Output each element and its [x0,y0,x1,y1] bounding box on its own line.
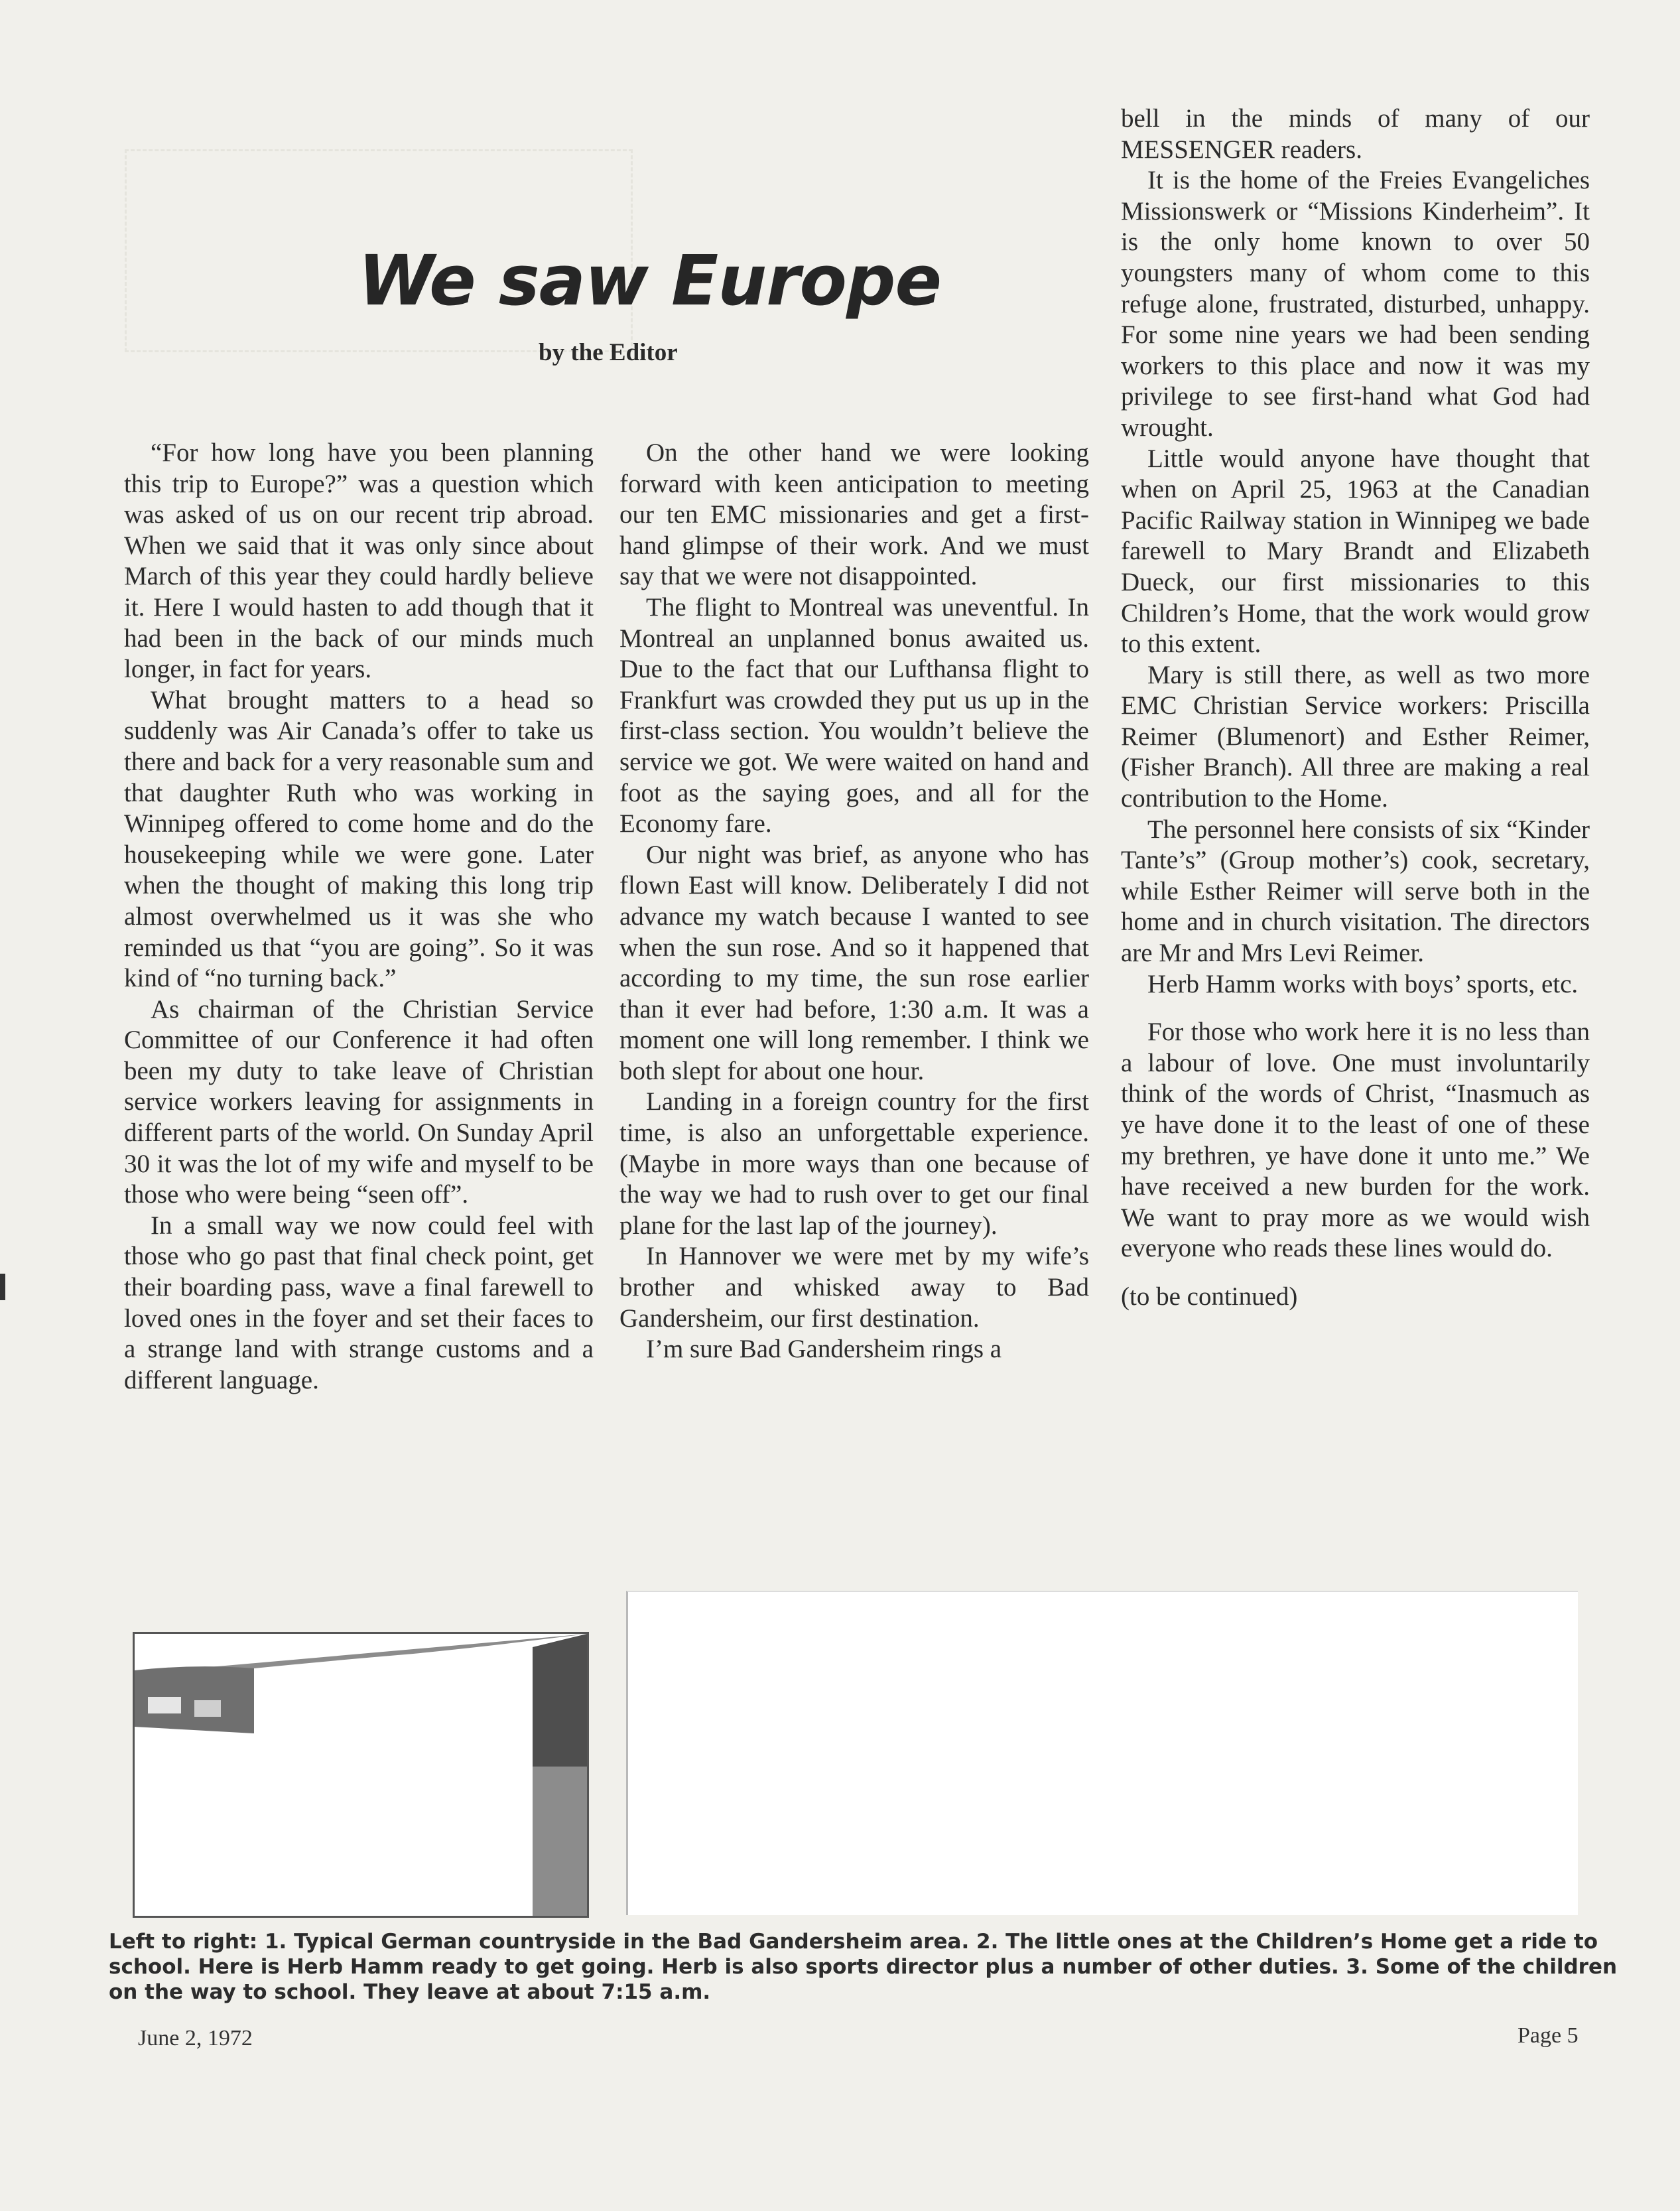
paragraph: In Hannover we were met by my wife’s brother and whisked away to Bad Gandersheim, our first destination. [619,1242,1089,1333]
photo-caption: Left to right: 1. Typical German countryside in the Bad Gandersheim area. 2. The little ones at the Children’s Home get a ride to school. Here is Herb Hamm ready to get going. Herb is also sports director plus a number of other duties. 3. Some of the children on the way to school. They leave at about 7:15 a.m. [109,1930,1618,2004]
to-be-continued: (to be continued) [1121,1282,1298,1311]
paragraph: Landing in a foreign country for the first time, is also an unforgettable experience. (Maybe in more ways than one because of the way we had to rush over to get our final plane for the last lap of the journey). [619,1087,1089,1240]
paragraph: What brought matters to a head so suddenly was Air Canada’s offer to take us there and back for a very reasonable sum and that daughter Ruth who was working in Winnipeg offered to come home and do the housekeeping while we were gone. Later when the thought of making this long trip almost overwhelmed us it was she who reminded us that “you are going”. So it was kind of “no turning back.” [124,685,594,993]
paragraph: The flight to Montreal was uneventful. In Montreal an unplanned bonus awaited us. Due to the fact that our Lufthansa flight to Frankfurt was crowded they put us up in the first-class section. You wouldn’t believe the service we got. We were waited on hand and foot as the saying goes, and all for the Economy fare. [619,592,1089,838]
paragraph: For those who work here it is no less than a labour of love. One must involuntarily think of the words of Christ, “Inasmuch as ye have done it to the least of one of these my brethren, ye have done it unto me.” We have received a new burden for the work. We want to pray more as we would wish everyone who reads these lines would do. [1121,1018,1590,1263]
photo-redaction [254,1668,533,1918]
paragraph: bell in the minds of many of our MESSENGER readers. [1121,104,1590,164]
article-column-2 [619,438,1089,1365]
issue-date: June 2, 1972 [138,2026,253,2050]
paragraph: In a small way we now could feel with those who go past that final check point, get their boarding pass, wave a final farewell to loved ones in the foyer and set their faces to a strange land with strange customs and a different language. [124,1211,594,1394]
paragraph: As chairman of the Christian Service Committee of our Conference it had often been my duty to take leave of Christian service workers leaving for assignments in different parts of the world. On Sunday April 30 it was the lot of my wife and myself to be those who were being “seen off”. [124,994,594,1209]
article-column-3 [1121,103,1590,1313]
paragraph: Our night was brief, as anyone who has flown East will know. Deliberately I did not advance my watch because I wanted to see when the sun rose. And so it happened that according to my time, the sun rose earlier than it ever had before, 1:30 a.m. It was a moment one will long remember. I think we both slept for about one hour. [619,840,1089,1085]
scan-edge-mark [0,1274,5,1300]
article-byline: by the Editor [539,339,678,366]
article-column-1 [124,438,594,1396]
children-photo-placeholder [626,1591,1578,1915]
paragraph: Mary is still there, as well as two more EMC Christian Service workers: Priscilla Reimer (Blumenort) and Esther Reimer, (Fisher Branch). All three are making a real contribution to the Home. [1121,660,1590,813]
paragraph: Herb Hamm works with boys’ sports, etc. [1147,969,1579,998]
page-number: Page 5 [1518,2023,1579,2048]
article-title: We saw Europe [358,240,941,321]
countryside-photo [133,1632,589,1918]
paragraph: Little would anyone have thought that when on April 25, 1963 at the Canadian Pacific Railway station in Winnipeg we bade farewell to Mary Brandt and Elizabeth Dueck, our first missionaries to this Children’s Home, that the work would grow to this extent. [1121,444,1590,659]
paragraph: I’m sure Bad Gandersheim rings a [646,1335,1002,1364]
paragraph: The personnel here consists of six “Kinder Tante’s” (Group mother’s) cook, secretary, while Esther Reimer will serve both in the home and in church visitation. The directors are Mr and Mrs Levi Reimer. [1121,815,1590,968]
paragraph: “For how long have you been planning this trip to Europe?” was a question which was asked of us on our recent trip abroad. When we said that it was only since about March of this year they could hardly believe it. Here I would hasten to add though that it had been in the back of our minds much longer, in fact for years. [124,438,594,684]
paragraph: It is the home of the Freies Evangeliches Missionswerk or “Missions Kinderheim”. It is the only home known to over 50 youngsters many of whom come to this refuge alone, frustrated, disturbed, unhappy. For some nine years we had been sending workers to this place and now it was my privilege to see first-hand what God had wrought. [1121,166,1590,442]
paragraph: On the other hand we were looking forward with keen anticipation to meeting our ten EMC missionaries and get a first-hand glimpse of their work. And we must say that we were not disappointed. [619,438,1089,591]
